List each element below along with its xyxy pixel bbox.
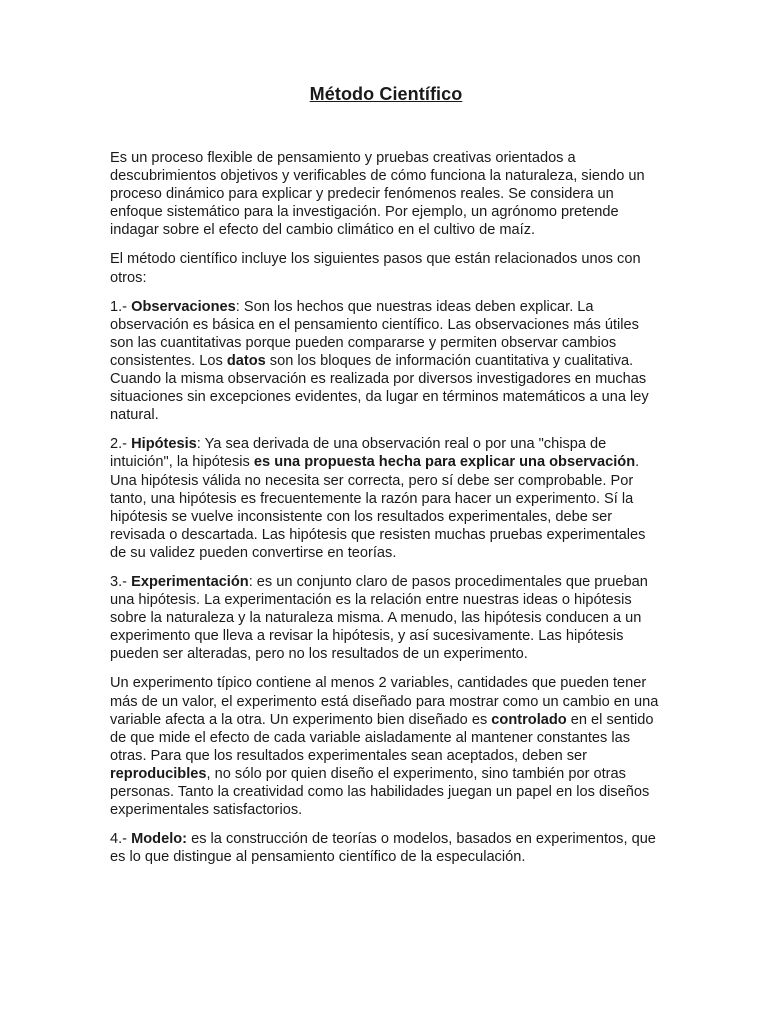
step-1-text-a: : Son los hechos que nuestras ideas deben explicar. La observación es básica en el pensamiento científico. Las observaciones más útiles son las cuantitativas porque pueden compararse y permiten observar cambios consistentes. Los (110, 298, 639, 369)
step-1-number: 1.- (110, 298, 132, 315)
step-1-text-b: son los bloques de información cuantitativa y cualitativa. Cuando la misma observación es realizada por diversos investigadores en muchas situaciones sin excepciones evidentes, da lugar en términos matemáticos a una ley natural. (110, 352, 649, 424)
step-4-term: Modelo: (131, 831, 188, 848)
step-2-number: 2.- (110, 436, 132, 453)
step-4-number: 4.- (110, 831, 132, 848)
step-2-text-b: . Una hipótesis válida no necesita ser correcta, pero sí debe ser comprobable. Por tanto, una hipótesis es frecuentemente la razón para hacer un experimento. Sí la hipótesis se vuelve inconsistente con los resultados experimentales, debe ser revisada o descartada. Las hipótesis que resisten muchas pruebas experimentales de su validez pueden convertirse en teorías. (110, 454, 646, 561)
step-3-paragraph (110, 573, 662, 663)
intro-paragraph: Es un proceso flexible de pensamiento y pruebas creativas orientados a descubrimientos objetivos y verificables de cómo funciona la naturaleza, siendo un proceso dinámico para explicar y predecir fenómenos reales. Se considera un enfoque sistemático para la investigación. Por ejemplo, un agrónomo pretende indagar sobre el efecto del cambio climático en el cultivo de maíz. (110, 150, 645, 239)
step-1-paragraph (110, 298, 662, 425)
step-3-number: 3.- (110, 573, 132, 590)
step-3-text: : es un conjunto claro de pasos procedimentales que prueban una hipótesis. La experimentación es la relación entre nuestras ideas o hipótesis sobre la naturaleza y la naturaleza misma. A menudo, las hipótesis conducen a un experimento que lleva a revisar la hipótesis, y así sucesivamente. Las hipótesis pueden ser alteradas, pero no los resultados de un experimento. (110, 573, 648, 663)
step-2-emphasis: es una propuesta hecha para explicar una observación (253, 454, 636, 471)
experiment-text-b: en el sentido de que mide el efecto de cada variable aisladamente al mantener constantes las otras. Para que los resultados experimentales sean aceptados, deben ser (110, 711, 654, 764)
step-1-term-datos: datos (226, 352, 266, 369)
experiment-text-a: Un experimento típico contiene al menos 2 variables, cantidades que pueden tener más de un valor, el experimento está diseñado para mostrar como un cambio en una variable afecta a la otra. Un experimento bien diseñado es (110, 675, 659, 728)
document-page (110, 84, 662, 877)
experiment-text-c: , no sólo por quien diseño el experimento, sino también por otras personas. Tanto la creatividad como las habilidades juegan un papel en los diseños experimentales satisfactorios. (110, 765, 650, 819)
experiment-term-controlado: controlado (491, 711, 567, 728)
experiment-term-reproducibles: reproducibles (110, 765, 207, 782)
page-title: Método Científico (309, 84, 463, 104)
step-4-text: es la construcción de teorías o modelos, basados en experimentos, que es lo que distingue al pensamiento científico de la especulación. (110, 831, 656, 866)
step-4-paragraph (110, 830, 662, 866)
step-2-paragraph (110, 435, 662, 562)
step-3-term: Experimentación (131, 573, 249, 590)
step-2-text-a: : Ya sea derivada de una observación real o por una "chispa de intuición", la hipótesis (110, 436, 607, 471)
step-1-term: Observaciones (131, 298, 236, 315)
experiment-paragraph (110, 674, 662, 819)
steps-intro-paragraph: El método científico incluye los siguientes pasos que están relacionados unos con otros: (110, 251, 641, 286)
step-2-term: Hipótesis (131, 436, 197, 453)
